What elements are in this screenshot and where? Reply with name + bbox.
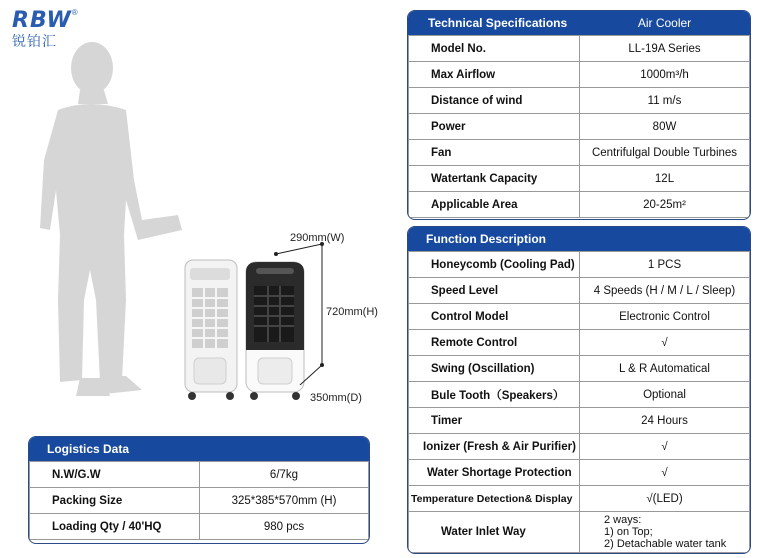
function-value: Optional — [580, 382, 750, 408]
table-row — [30, 514, 369, 540]
function-label: Water Inlet Way — [409, 512, 580, 553]
spec-value: LL-19A Series — [580, 36, 750, 62]
logistics-data-panel — [28, 436, 370, 544]
function-value: √ — [580, 460, 750, 486]
table-row — [30, 488, 369, 514]
function-label: Remote Control — [409, 330, 580, 356]
function-label: Timer — [409, 408, 580, 434]
technical-specifications-panel — [407, 10, 751, 220]
spec-label: Fan — [409, 140, 580, 166]
logistics-table — [29, 461, 369, 540]
table-row — [409, 512, 750, 553]
spec-label: Watertank Capacity — [409, 166, 580, 192]
table-row — [409, 62, 750, 88]
technical-header-right: Air Cooler — [637, 16, 692, 30]
function-value: √ — [580, 330, 750, 356]
function-description-panel — [407, 226, 751, 554]
function-value: 24 Hours — [580, 408, 750, 434]
dimension-lines — [270, 240, 330, 385]
spec-value: 12L — [580, 166, 750, 192]
registered-mark: ® — [71, 8, 78, 17]
logistics-value: 6/7kg — [200, 462, 369, 488]
function-label: Control Model — [409, 304, 580, 330]
table-row — [409, 356, 750, 382]
depth-dimension: 350mm(D) — [310, 392, 362, 404]
function-value: √ — [580, 434, 750, 460]
technical-table — [408, 35, 750, 218]
function-label: Bule Tooth（Speakers） — [409, 382, 580, 408]
water-inlet-line-2: 1) on Top; — [604, 526, 653, 538]
function-value: Electronic Control — [580, 304, 750, 330]
table-row — [409, 408, 750, 434]
table-row — [409, 88, 750, 114]
function-label: Speed Level — [409, 278, 580, 304]
table-row — [409, 382, 750, 408]
table-row — [409, 304, 750, 330]
function-value: 1 PCS — [580, 252, 750, 278]
height-dimension: 720mm(H) — [326, 306, 378, 318]
technical-header-left: Technical Specifications — [428, 16, 568, 30]
function-label: Water Shortage Protection — [409, 460, 580, 486]
table-row — [409, 140, 750, 166]
logistics-label: Packing Size — [30, 488, 200, 514]
spec-label: Model No. — [409, 36, 580, 62]
water-inlet-line-3: 2) Detachable water tank — [604, 538, 727, 550]
spec-label: Max Airflow — [409, 62, 580, 88]
water-inlet-value — [580, 512, 750, 553]
logistics-header-title: Logistics Data — [47, 442, 130, 456]
function-label: Temperature Detection& Display — [409, 486, 580, 512]
table-row — [409, 330, 750, 356]
spec-label: Distance of wind — [409, 88, 580, 114]
table-row — [409, 114, 750, 140]
spec-label: Applicable Area — [409, 192, 580, 218]
logo-text: RBW — [12, 8, 72, 33]
table-row — [30, 462, 369, 488]
technical-header — [408, 11, 750, 35]
logistics-value: 980 pcs — [200, 514, 369, 540]
function-label: Swing (Oscillation) — [409, 356, 580, 382]
table-row — [409, 460, 750, 486]
table-row — [409, 434, 750, 460]
table-row — [409, 36, 750, 62]
table-row — [409, 166, 750, 192]
width-dimension: 290mm(W) — [290, 232, 345, 244]
logistics-value: 325*385*570mm (H) — [200, 488, 369, 514]
table-row — [409, 192, 750, 218]
spec-value: Centrifulgal Double Turbines — [580, 140, 750, 166]
table-row — [409, 278, 750, 304]
function-value: L & R Automatical — [580, 356, 750, 382]
logistics-label: Loading Qty / 40'HQ — [30, 514, 200, 540]
function-value: 4 Speeds (H / M / L / Sleep) — [580, 278, 750, 304]
logistics-label: N.W/G.W — [30, 462, 200, 488]
spec-value: 20-25m² — [580, 192, 750, 218]
function-value: √(LED) — [580, 486, 750, 512]
spec-value: 1000m³/h — [580, 62, 750, 88]
function-label: Ionizer (Fresh & Air Purifier) — [409, 434, 580, 460]
spec-label: Power — [409, 114, 580, 140]
spec-value: 11 m/s — [580, 88, 750, 114]
table-row — [409, 252, 750, 278]
logo-chinese: 锐铂汇 — [12, 34, 57, 50]
spec-value: 80W — [580, 114, 750, 140]
function-header-title: Function Description — [426, 232, 546, 246]
function-label: Honeycomb (Cooling Pad) — [409, 252, 580, 278]
function-table — [408, 251, 750, 553]
function-header — [408, 227, 750, 251]
table-row — [409, 486, 750, 512]
human-silhouette-image — [30, 40, 190, 410]
logistics-header — [29, 437, 369, 461]
water-inlet-line-1: 2 ways: — [604, 514, 642, 526]
